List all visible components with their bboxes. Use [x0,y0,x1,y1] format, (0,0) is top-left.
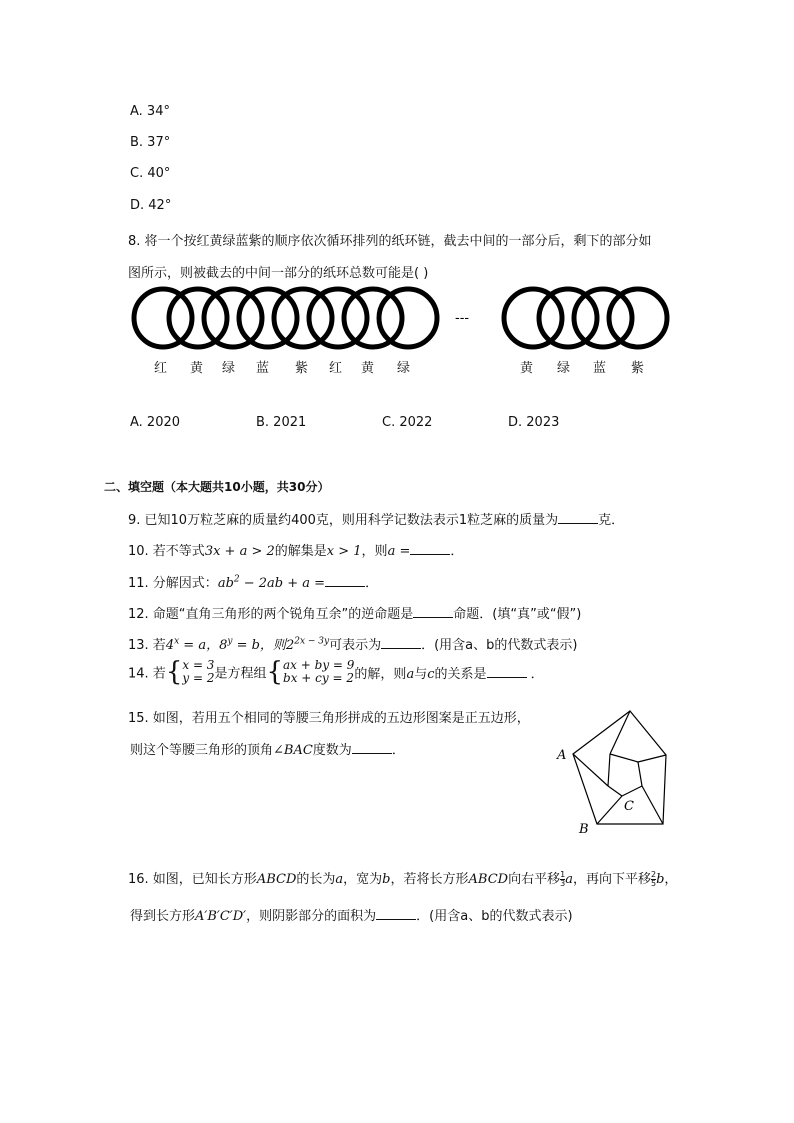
ring [574,289,632,347]
q8-option-d: D. 2023 [508,415,560,430]
ring [344,289,402,347]
ring-label: 红 [329,361,343,376]
ring [169,289,227,347]
q12: 12. 命题“直角三角形的两个锐角互余”的逆命题是 命题．(填“真”或“假”) [128,607,582,622]
ring-label: 红 [154,361,168,376]
label-a: A [557,748,567,763]
ring-label: 绿 [222,361,236,376]
answer-blank [487,665,527,678]
ring [309,289,367,347]
q7-option-b: B. 37° [130,135,171,150]
q16-line2: 得到长方形A′B′C′D′，则阴影部分的面积为 ．(用含a、b的代数式表示) [130,909,573,924]
answer-blank [376,907,416,920]
ring [504,289,562,347]
q8-line1: 8. 将一个按红黄绿蓝紫的顺序依次循环排列的纸环链，截去中间的一部分后，剩下的部分如 [128,234,652,249]
ring-label: 绿 [397,361,411,376]
q8-line2: 图所示，则被截去的中间一部分的纸环总数可能是( ) [128,266,429,281]
q9: 9. 已知10万粒芝麻的质量约400克，则用科学记数法表示1粒芝麻的质量为 克． [128,513,625,528]
ring-label: 黄 [361,361,375,376]
paper-ring-chain-figure [125,285,675,355]
ring [274,289,332,347]
label-b: B [579,822,589,837]
answer-blank [410,542,450,555]
ring [134,289,192,347]
ring-label: 紫 [295,361,309,376]
ring [239,289,297,347]
answer-blank [558,511,598,524]
q7-option-a: A. 34° [130,104,170,119]
pentagon-figure [550,702,680,842]
q14: 14. 若{ x = 3 y = 2 是方程组{ ax + by = 9 bx + cy = 2 的解，则a与c的关系是 ． [128,657,544,687]
q10: 10. 若不等式3x + a > 2的解集是x > 1，则a = ． [128,544,464,559]
q7-option-c: C. 40° [130,166,171,181]
q16-line1: 16. 如图，已知长方形ABCD的长为a，宽为b，若将长方形ABCD向右平移 $\frac{1}{3}$ a，再向下平移 $\frac{2}{5}$ b， [128,870,678,888]
q11: 11. 分解因式：$ab^2 - 2ab + a$ = ． [128,574,379,591]
q15-line1: 15. 如图，若用五个相同的等腰三角形拼成的五边形图案是正五边形， [128,711,530,726]
ring-label: 紫 [631,361,645,376]
ring-label: 绿 [557,361,571,376]
q13: 13. 若$4^x = a$，$8^y = b$，则$2^{2x - 3y}$可表示为 ．(用含a、b的代数式表示) [128,636,578,653]
label-c: C [624,799,634,814]
answer-blank [381,636,421,649]
ring [539,289,597,347]
ring-label: 蓝 [256,361,270,376]
ring-label: 蓝 [593,361,607,376]
q8-option-b: B. 2021 [256,415,307,430]
section-title: 二、填空题（本大题共10小题，共30分） [104,480,330,494]
answer-blank [413,605,453,618]
ring-label: 黄 [520,361,534,376]
q15-line2: 则这个等腰三角形的顶角∠BAC度数为 ． [130,743,405,758]
chain-gap-dots: --- [455,311,470,326]
q7-option-d: D. 42° [130,198,172,213]
ring [379,289,437,347]
ring [609,289,667,347]
ring-label: 黄 [190,361,204,376]
answer-blank [325,574,365,587]
q8-option-c: C. 2022 [382,415,433,430]
ring [204,289,262,347]
q8-option-a: A. 2020 [130,415,181,430]
answer-blank [352,741,392,754]
